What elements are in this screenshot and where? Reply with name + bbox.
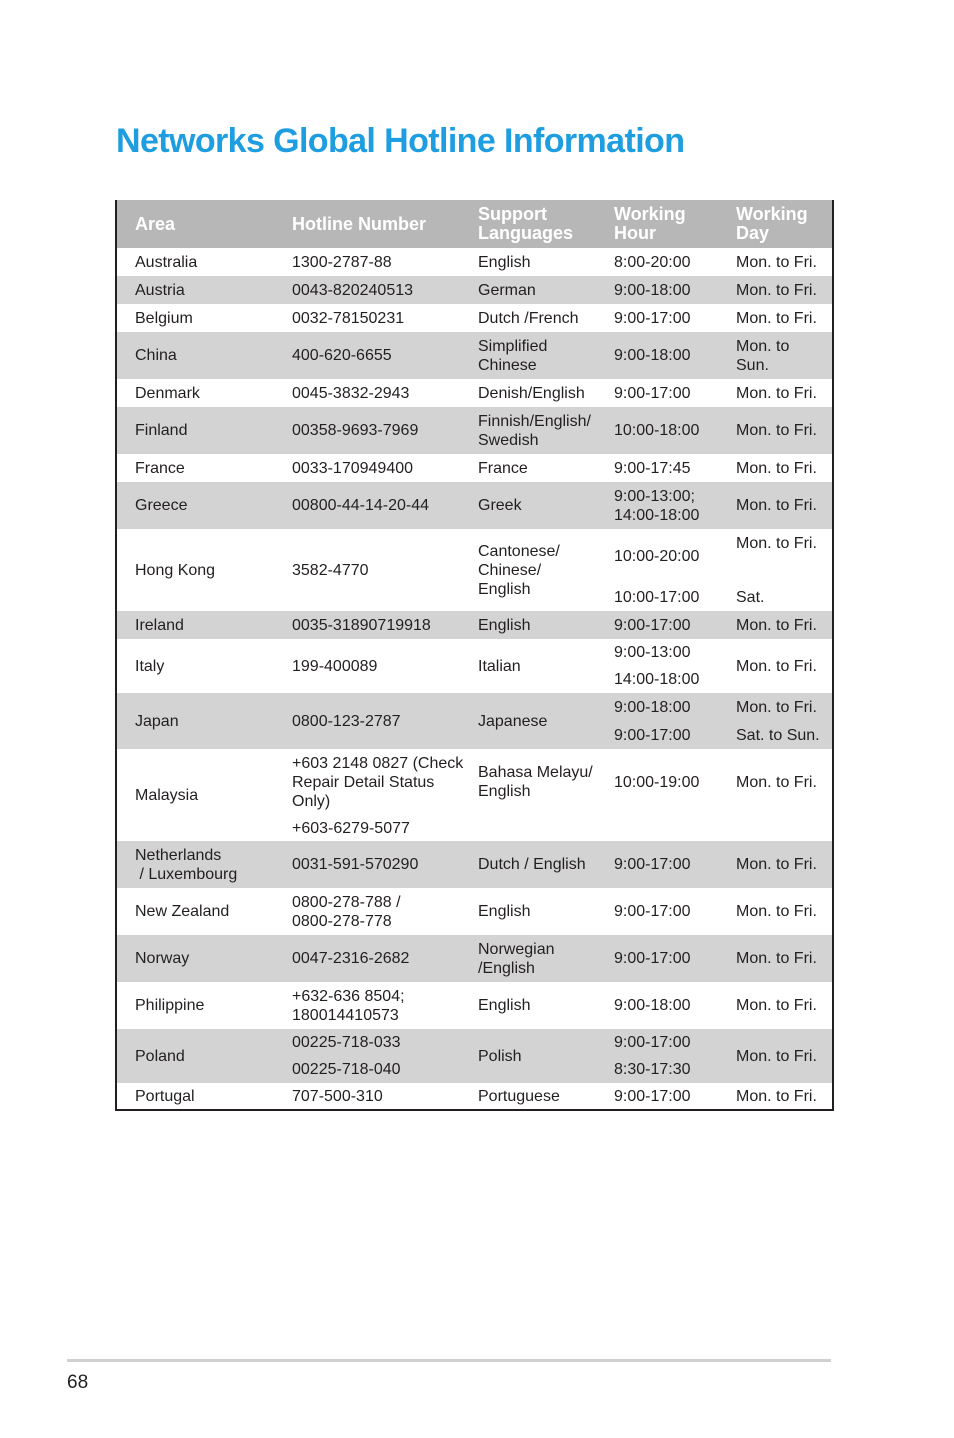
cell-hotline-line: +632-636 8504; — [292, 987, 405, 1005]
table-row — [116, 982, 833, 1029]
cell-area: Norway — [116, 935, 274, 982]
cell-day: Mon. to Fri. — [736, 535, 817, 552]
cell-day: Mon. to Fri. — [736, 773, 817, 791]
header-working-day — [726, 199, 833, 248]
cell-area: New Zealand — [135, 903, 230, 920]
cell-hotline-line: Only) — [292, 792, 331, 810]
header-languages-line2: Languages — [478, 223, 574, 243]
table-header-row — [116, 199, 833, 248]
header-day-line1: Working — [736, 204, 808, 224]
cell-hotline: 199-400089 — [292, 657, 378, 675]
cell-area: Denmark — [135, 384, 200, 402]
cell-languages-line: Chinese/ — [478, 561, 542, 579]
header-working-hour — [606, 199, 726, 248]
cell-area: Malaysia — [135, 786, 199, 804]
cell-languages-line: Simplified — [478, 337, 548, 355]
cell-hour: 9:00-18:00 — [614, 997, 691, 1014]
cell-area: Hong Kong — [135, 561, 216, 579]
header-hotline-number: Hotline Number — [274, 199, 468, 248]
cell-languages: Polish — [468, 1029, 606, 1083]
cell-area: Portugal — [135, 1087, 195, 1105]
cell-languages: Denish/English — [478, 384, 585, 402]
cell-hour: 9:00-17:00 — [606, 611, 726, 639]
cell-languages: France — [478, 459, 528, 477]
cell-languages-line: Cantonese/ — [478, 542, 560, 560]
cell-area: Austria — [116, 276, 274, 304]
cell-area: Japan — [116, 693, 274, 749]
table-row — [116, 935, 833, 982]
cell-hotline: 0045-3832-2943 — [292, 384, 410, 402]
cell-languages-line: Swedish — [478, 431, 539, 449]
cell-day: Mon. to Fri. — [726, 1029, 833, 1083]
cell-languages: Dutch /French — [478, 309, 579, 327]
cell-day-line: Sun. — [736, 356, 769, 374]
cell-day: Mon. to Fri. — [726, 841, 833, 888]
cell-day: Mon. to Fri. — [726, 693, 833, 721]
cell-hotline: 0033-170949400 — [292, 459, 414, 477]
cell-hotline: 00358-9693-7969 — [274, 407, 468, 454]
cell-languages-line: English — [478, 783, 531, 800]
table-row — [116, 407, 833, 454]
cell-day: Mon. to Fri. — [726, 611, 833, 639]
cell-hour: 9:00-17:00 — [614, 384, 691, 402]
cell-hotline: 0043-820240513 — [274, 276, 468, 304]
page-title: Networks Global Hotline Information — [116, 122, 685, 160]
cell-hour: 9:00-18:00 — [606, 276, 726, 304]
cell-hour: 9:00-13:00 — [614, 644, 691, 661]
cell-hotline: 0035-31890719918 — [274, 611, 468, 639]
table-row — [116, 611, 833, 639]
cell-area: Australia — [135, 253, 198, 271]
cell-languages-line: /English — [478, 959, 535, 977]
cell-languages — [468, 749, 606, 815]
cell-day: Mon. to Fri. — [736, 253, 817, 271]
cell-hour-line: 9:00-13:00; — [614, 487, 695, 505]
cell-hour: 10:00-18:00 — [606, 407, 726, 454]
table-row — [116, 248, 833, 276]
cell-day-line: Mon. to — [736, 337, 790, 355]
table-row — [116, 529, 833, 583]
cell-day: Mon. to Fri. — [736, 903, 817, 920]
cell-hotline: +603-6279-5077 — [292, 819, 410, 837]
cell-hour: 9:00-17:00 — [606, 1029, 726, 1056]
cell-languages-line: Chinese — [478, 356, 537, 374]
cell-languages: English — [478, 997, 531, 1014]
table-row — [116, 1029, 833, 1056]
cell-day — [726, 815, 833, 841]
cell-hour: 10:00-19:00 — [614, 773, 700, 791]
cell-hour: 9:00-17:00 — [614, 1087, 691, 1105]
cell-area: China — [116, 332, 274, 379]
cell-languages: Japanese — [468, 693, 606, 749]
cell-hour: 9:00-17:00 — [614, 903, 691, 920]
table-row — [116, 1083, 833, 1110]
cell-languages: English — [478, 903, 531, 920]
cell-area: Finland — [116, 407, 274, 454]
cell-languages: Dutch / English — [468, 841, 606, 888]
hotline-table — [115, 198, 834, 1111]
cell-hour: 10:00-20:00 — [614, 547, 700, 565]
cell-languages-line: Bahasa Melayu/ — [478, 764, 593, 781]
cell-area: Belgium — [135, 309, 193, 327]
cell-hour: 8:30-17:30 — [606, 1056, 726, 1083]
cell-hotline-line: 180014410573 — [292, 1006, 399, 1024]
header-support-languages — [468, 199, 606, 248]
table-row — [116, 888, 833, 935]
table-row — [116, 379, 833, 407]
cell-area-line: / Luxembourg — [135, 865, 238, 883]
cell-hotline-line: 0800-278-788 / — [292, 893, 401, 911]
cell-languages — [468, 332, 606, 379]
table-row — [116, 332, 833, 379]
header-hour-line1: Working — [614, 204, 686, 224]
cell-languages: English — [478, 253, 531, 271]
cell-languages — [468, 815, 606, 841]
table-row — [116, 276, 833, 304]
table-row — [116, 693, 833, 721]
cell-day: Sat. — [736, 588, 765, 606]
cell-area: Philippine — [135, 997, 205, 1014]
cell-day: Mon. to Fri. — [726, 482, 833, 529]
cell-day: Mon. to Fri. — [726, 276, 833, 304]
cell-day — [726, 332, 833, 379]
cell-hour: 9:00-17:00 — [606, 935, 726, 982]
cell-area: Poland — [116, 1029, 274, 1083]
cell-hotline-line: 0800-278-778 — [292, 912, 392, 930]
table-row — [116, 639, 833, 666]
cell-hour: 9:00-17:45 — [614, 459, 691, 477]
cell-languages — [468, 407, 606, 454]
cell-languages: Greek — [468, 482, 606, 529]
cell-day: Mon. to Fri. — [736, 1087, 817, 1105]
cell-day: Mon. to Fri. — [736, 384, 817, 402]
page-number: 68 — [67, 1372, 89, 1393]
header-day-line2: Day — [736, 223, 770, 243]
cell-hotline — [274, 982, 468, 1029]
cell-day: Sat. to Sun. — [726, 721, 833, 749]
cell-hotline — [274, 888, 468, 935]
cell-hour — [606, 482, 726, 529]
cell-hotline — [274, 749, 468, 815]
cell-area: Italy — [135, 657, 165, 675]
cell-hotline: 0047-2316-2682 — [274, 935, 468, 982]
table-row — [116, 482, 833, 529]
table-row — [116, 749, 833, 815]
cell-hotline: 00225-718-040 — [274, 1056, 468, 1083]
cell-day: Mon. to Fri. — [736, 657, 817, 675]
cell-hour: 9:00-17:00 — [606, 841, 726, 888]
cell-day: Mon. to Fri. — [726, 407, 833, 454]
cell-hotline: 0031-591-570290 — [274, 841, 468, 888]
cell-hotline-line: +603 2148 0827 (Check — [292, 754, 464, 772]
cell-languages — [468, 529, 606, 611]
cell-hour: 9:00-18:00 — [606, 693, 726, 721]
cell-hotline: 1300-2787-88 — [292, 253, 392, 271]
cell-hotline: 00225-718-033 — [274, 1029, 468, 1056]
cell-hotline: 00800-44-14-20-44 — [274, 482, 468, 529]
cell-hotline-line: Repair Detail Status — [292, 773, 435, 791]
cell-hour: 9:00-18:00 — [606, 332, 726, 379]
cell-hotline: 0032-78150231 — [292, 309, 405, 327]
cell-hotline: 3582-4770 — [292, 561, 369, 579]
footer-divider — [67, 1359, 831, 1362]
cell-area: Greece — [116, 482, 274, 529]
cell-hotline: 400-620-6655 — [274, 332, 468, 379]
cell-day: Mon. to Fri. — [736, 997, 817, 1014]
cell-hour-line: 14:00-18:00 — [614, 506, 700, 524]
cell-hour: 8:00-20:00 — [614, 253, 691, 271]
cell-hour: 9:00-17:00 — [606, 721, 726, 749]
cell-languages: Italian — [478, 657, 521, 675]
header-area: Area — [116, 199, 274, 248]
table-row — [116, 454, 833, 482]
cell-area — [116, 841, 274, 888]
cell-day: Mon. to Fri. — [736, 309, 817, 327]
cell-languages — [468, 935, 606, 982]
cell-area-line: Netherlands — [135, 846, 222, 864]
cell-languages: English — [468, 611, 606, 639]
cell-hotline: 707-500-310 — [292, 1087, 383, 1105]
cell-languages: German — [468, 276, 606, 304]
header-hour-line2: Hour — [614, 223, 656, 243]
cell-day: Mon. to Fri. — [736, 459, 817, 477]
table-row — [116, 304, 833, 332]
cell-day: Mon. to Fri. — [726, 935, 833, 982]
cell-hour — [606, 815, 726, 841]
cell-languages-line: Norwegian — [478, 940, 555, 958]
cell-languages: Portuguese — [478, 1087, 560, 1105]
cell-area: France — [135, 459, 185, 477]
cell-hour: 10:00-17:00 — [614, 588, 700, 606]
cell-languages-line: Finnish/English/ — [478, 412, 591, 430]
cell-hour: 14:00-18:00 — [614, 671, 700, 688]
cell-languages-line: English — [478, 580, 531, 598]
cell-hotline: 0800-123-2787 — [274, 693, 468, 749]
header-languages-line1: Support — [478, 204, 547, 224]
cell-hour: 9:00-17:00 — [614, 309, 691, 327]
cell-area: Ireland — [116, 611, 274, 639]
table-row — [116, 841, 833, 888]
